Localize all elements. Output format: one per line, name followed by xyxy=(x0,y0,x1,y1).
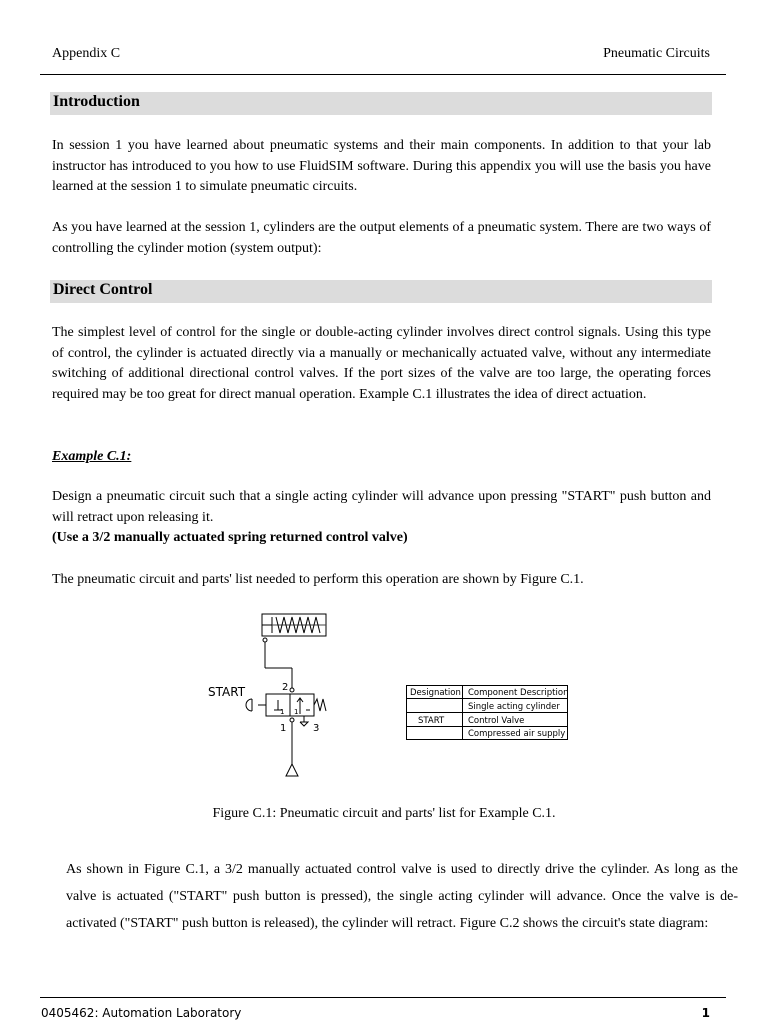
intro-paragraph-1: In session 1 you have learned about pneumatic systems and their main components. In addition to that your lab instructor has introduced to you how to use FluidSIM software. During this appendix you will use the basis you have learned at the session 1 to simulate pneumatic circuits. xyxy=(52,138,711,194)
single-acting-cylinder-symbol xyxy=(262,614,326,636)
pneumatic-circuit-diagram xyxy=(200,604,340,780)
example-text: Design a pneumatic circuit such that a single acting cylinder will advance upon pressing "START" push button and will retract upon releasing it. xyxy=(52,489,711,525)
start-label: START xyxy=(208,685,246,699)
direct-control-paragraph: The simplest level of control for the single or double-acting cylinder involves direct control signals. Using this type of control, the cylinder is actuated directly via a manually or mechanically actuated valve, without any intermediate switching of additional directional control valves. If the port sizes of the valve are too large, the operating forces required may be too great for direct manual operation. Example C.1 illustrates the idea of direct actuation. xyxy=(52,325,711,402)
footer-course: 0405462: Automation Laboratory xyxy=(41,1006,242,1020)
figure-caption: Figure C.1: Pneumatic circuit and parts' list for Example C.1. xyxy=(212,806,556,821)
intro-paragraph-2: As you have learned at the session 1, cylinders are the output elements of a pneumatic system. There are two ways of controlling the cylinder motion (system output): xyxy=(52,220,711,256)
header-right: Pneumatic Circuits xyxy=(603,46,710,61)
section-title: Direct Control xyxy=(53,281,153,298)
table-cell: Single acting cylinder xyxy=(468,702,560,712)
header-left: Appendix C xyxy=(52,46,121,61)
table-cell: Compressed air supply xyxy=(468,729,566,739)
table-header-designation: Designation xyxy=(410,688,461,698)
section-heading-introduction xyxy=(50,92,712,115)
valve-label-1: 1 xyxy=(280,708,285,716)
table-cell: START xyxy=(418,716,445,726)
table-cell: Control Valve xyxy=(468,716,525,726)
footer-divider xyxy=(40,997,726,998)
compressed-air-supply-symbol xyxy=(286,764,298,776)
parts-list-table xyxy=(406,685,570,743)
3-2-control-valve-symbol xyxy=(246,694,326,716)
example-title: Example C.1: xyxy=(52,449,132,464)
port-2-label: 2 xyxy=(282,682,289,693)
port-3-label: 3 xyxy=(313,723,320,734)
footer-page-number: 1 xyxy=(701,1006,710,1020)
header-divider xyxy=(40,74,726,75)
port-1-label: 1 xyxy=(280,723,287,734)
section-heading-direct-control xyxy=(50,280,712,303)
section-title: Introduction xyxy=(53,93,140,110)
valve-label-2: 1 xyxy=(294,708,299,716)
figure-intro-paragraph: The pneumatic circuit and parts' list needed to perform this operation are shown by Figure C.1. xyxy=(52,572,584,587)
table-header-description: Component Description xyxy=(468,688,569,698)
example-requirement: (Use a 3/2 manually actuated spring returned control valve) xyxy=(52,530,408,545)
example-paragraph xyxy=(52,487,711,549)
explanation-paragraph: As shown in Figure C.1, a 3/2 manually actuated control valve is used to directly drive the cylinder. As long as the valve is actuated ("START" push button is pressed), the single acting cylinder will advance. Once the valve is de-activated ("START" push button is released), the cylinder will retract. Figure C.2 shows the circuit's state diagram: xyxy=(66,862,738,931)
